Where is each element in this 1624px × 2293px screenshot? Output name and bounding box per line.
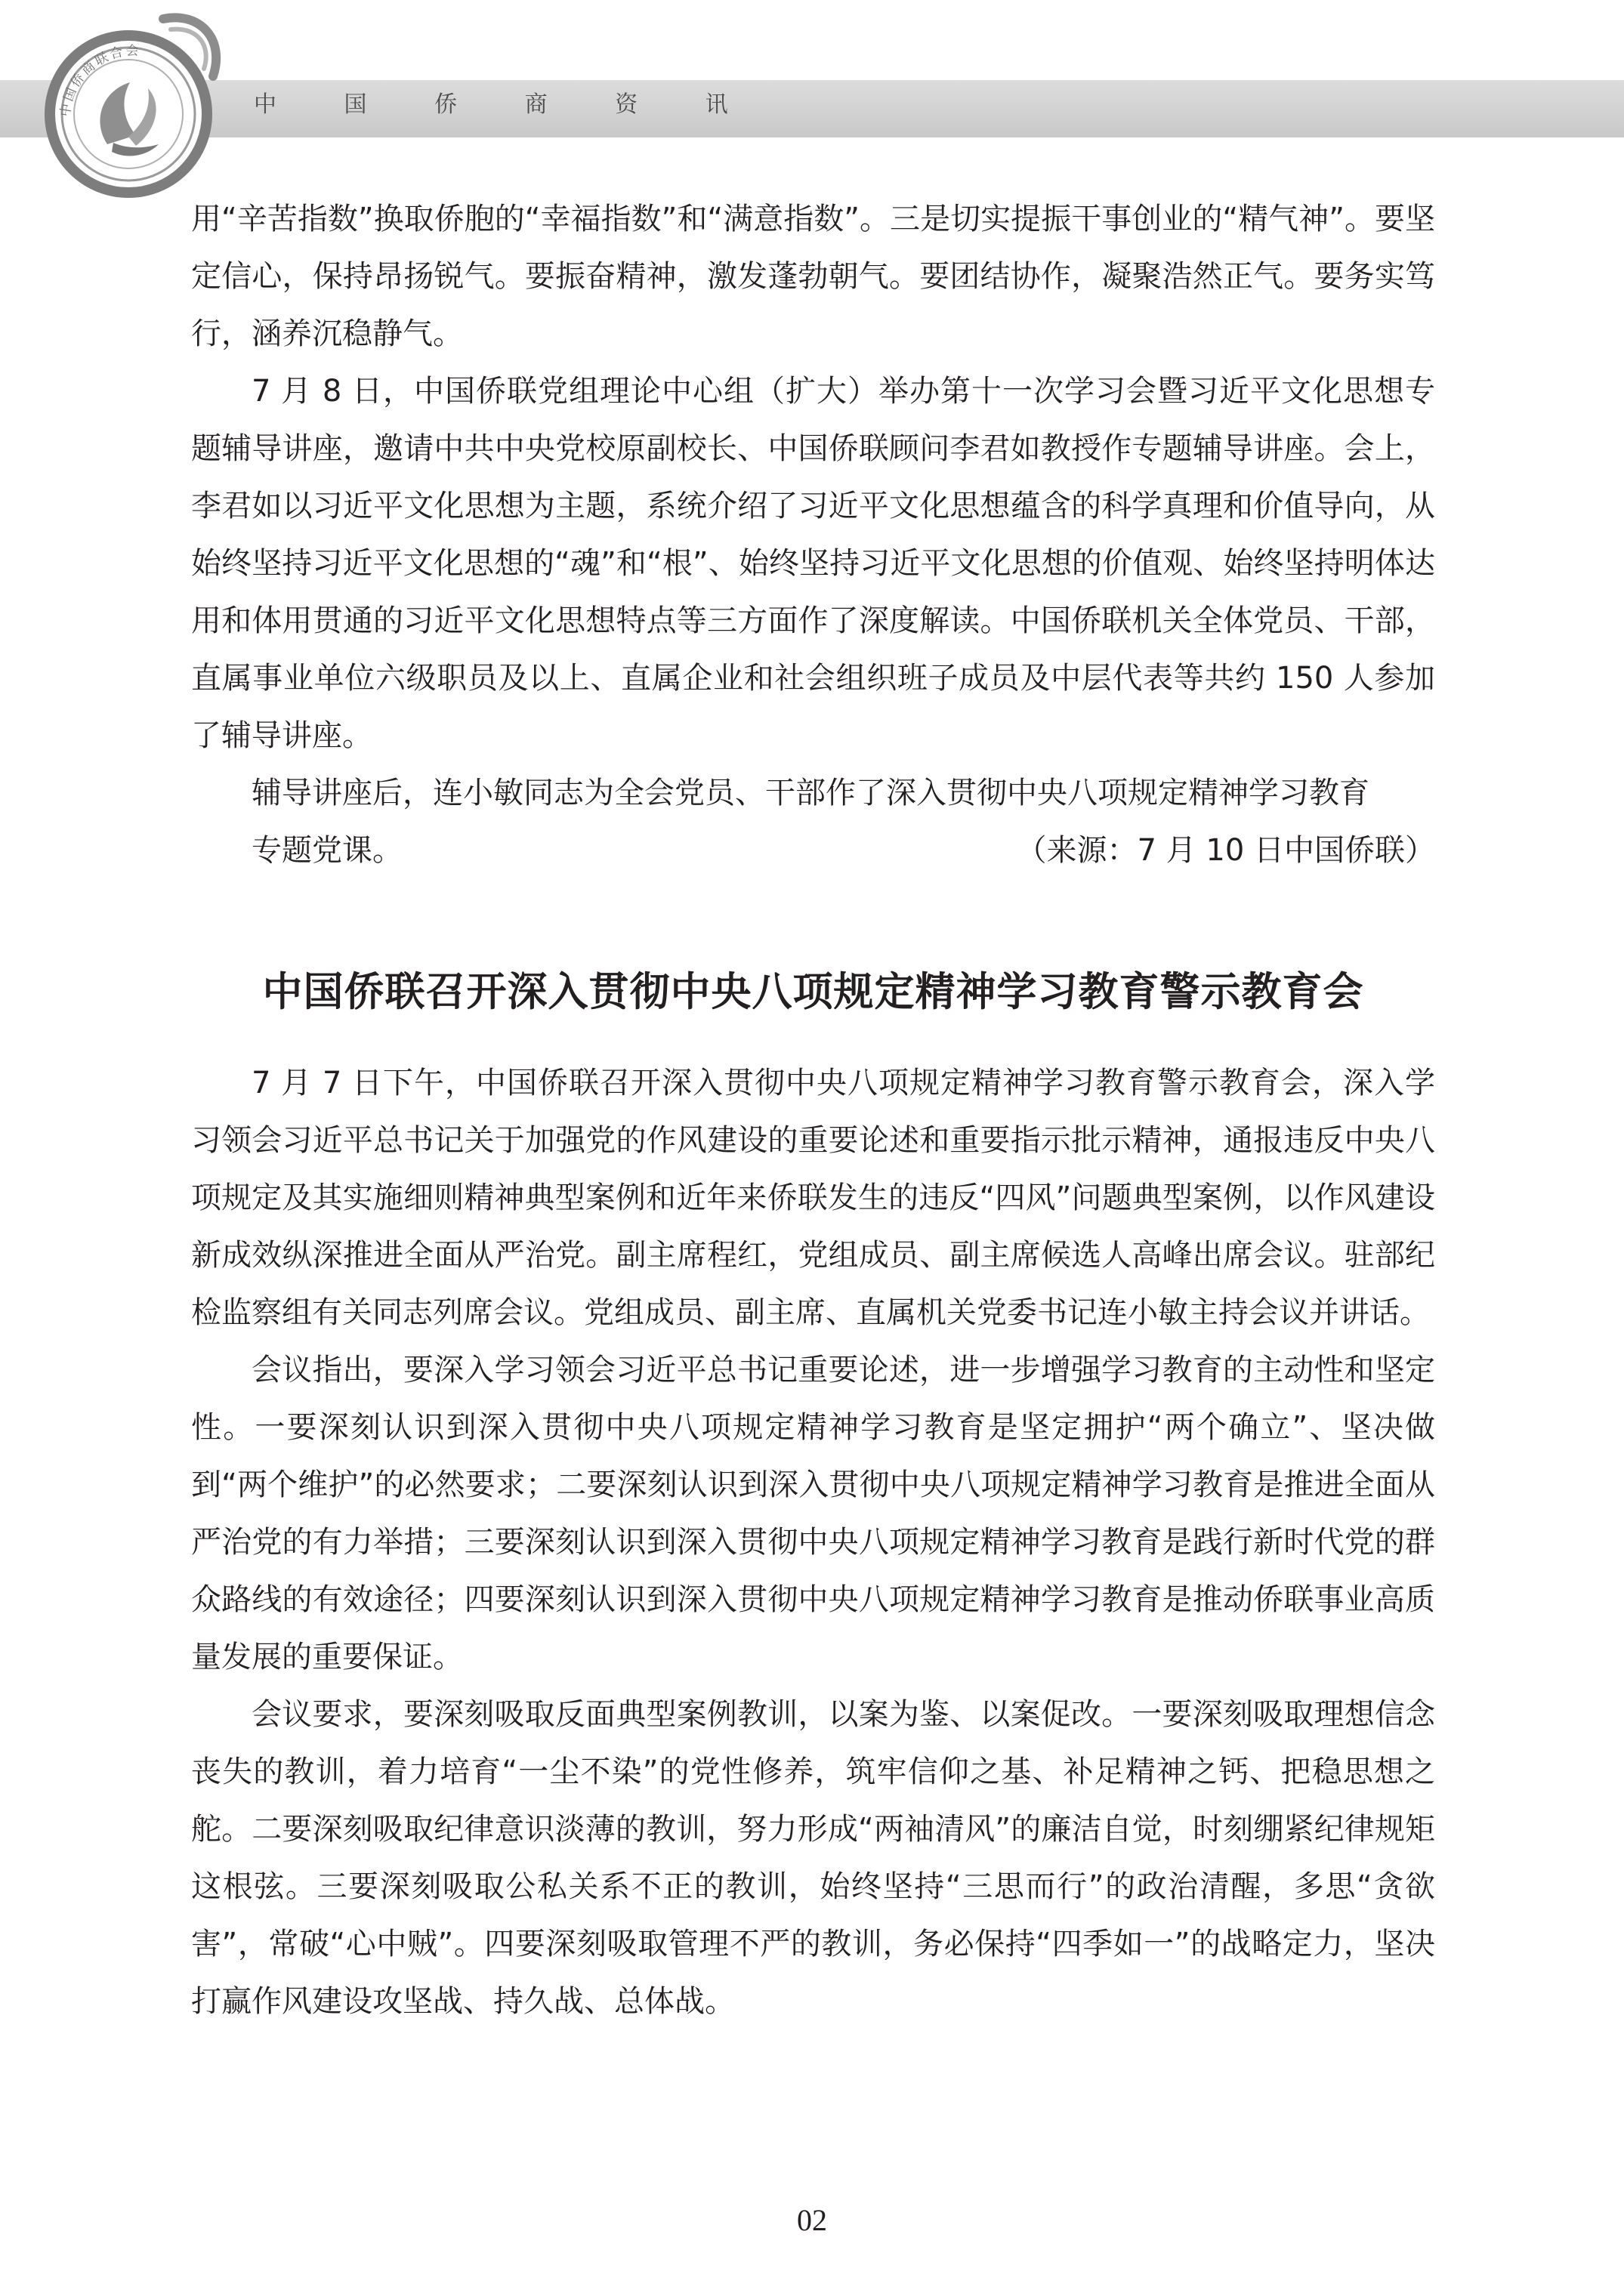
paragraph: 7 月 8 日，中国侨联党组理论中心组（扩大）举办第十一次学习会暨习近平文化思想专题辅导讲座，邀请中共中央党校原副校长、中国侨联顾问李君如教授作专题辅导讲座。会上，李君如以习近平文化思想为主题，系统介绍了习近平文化思想蕴含的科学真理和价值导向，从始终坚持习近平文化思想的“魂”和“根”、始终坚持习近平文化思想的价值观、始终坚持明体达用和体用贯通的习近平文化思想特点等三方面作了深度解读。中国侨联机关全体党员、干部，直属事业单位六级职员及以上、直属企业和社会组织班子成员及中层代表等共约 150 人参加了辅导讲座。 [191,374,1435,753]
page-number: 02 [797,2203,827,2237]
logo-emblem [23,4,237,202]
page-content [191,190,1435,2030]
source-line [191,822,1435,879]
paragraph: 辅导讲座后，连小敏同志为全会党员、干部作了深入贯彻中央八项规定精神学习教育 [252,776,1369,810]
header-band [0,80,1624,137]
last-line-text: 专题党课。 [252,833,403,868]
header-title: 中 国 侨 商 资 讯 [254,91,758,118]
logo-arc-text: 中国侨商联合会 [57,43,141,118]
source-note: （来源：7 月 10 日中国侨联） [1016,833,1435,868]
paragraph: 会议要求，要深刻吸取反面典型案例教训，以案为鉴、以案促改。一要深刻吸取理想信念丧失的教训，着力培育“一尘不染”的党性修养，筑牢信仰之基、补足精神之钙、把稳思想之舵。二要深刻吸取纪律意识淡薄的教训，努力形成“两袖清风”的廉洁自觉，时刻绷紧纪律规矩这根弦。三要深刻吸取公私关系不正的教训，始终坚持“三思而行”的政治清醒，多思“贪欲害”，常破“心中贼”。四要深刻吸取管理不严的教训，务必保持“四季如一”的战略定力，坚决打赢作风建设攻坚战、持久战、总体战。 [191,1697,1435,2019]
article-title: 中国侨联召开深入贯彻中央八项规定精神学习教育警示教育会 [262,969,1364,1015]
continued-paragraph: 用“辛苦指数”换取侨胞的“幸福指数”和“满意指数”。三是切实提振干事创业的“精气神”。要坚定信心，保持昂扬锐气。要振奋精神，激发蓬勃朝气。要团结协作，凝聚浩然正气。要务实笃行，涵养沉稳静气。 [191,202,1435,351]
paragraph: 7 月 7 日下午，中国侨联召开深入贯彻中央八项规定精神学习教育警示教育会，深入学习领会习近平总书记关于加强党的作风建设的重要论述和重要指示批示精神，通报违反中央八项规定及其实施细则精神典型案例和近年来侨联发生的违反“四风”问题典型案例，以作风建设新成效纵深推进全面从严治党。副主席程红，党组成员、副主席候选人高峰出席会议。驻部纪检监察组有关同志列席会议。党组成员、副主席、直属机关党委书记连小敏主持会议并讲话。 [191,1066,1435,1330]
paragraph: 会议指出，要深入学习领会习近平总书记重要论述，进一步增强学习教育的主动性和坚定性。一要深刻认识到深入贯彻中央八项规定精神学习教育是坚定拥护“两个确立”、坚决做到“两个维护”的必然要求；二要深刻认识到深入贯彻中央八项规定精神学习教育是推进全面从严治党的有力举措；三要深刻认识到深入贯彻中央八项规定精神学习教育是践行新时代党的群众路线的有效途径；四要深刻认识到深入贯彻中央八项规定精神学习教育是推动侨联事业高质量发展的重要保证。 [191,1353,1435,1674]
